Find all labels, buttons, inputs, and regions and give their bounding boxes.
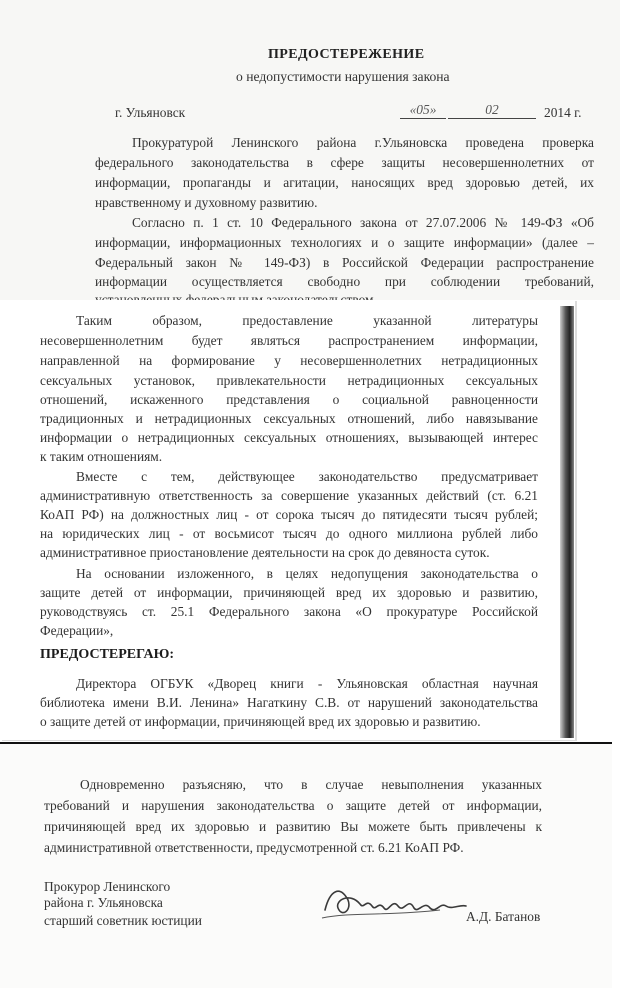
handwritten-signature bbox=[320, 880, 470, 930]
paragraph-line: административное приостановление деятельности на срок до девяноста суток. bbox=[40, 545, 490, 560]
paragraph-line: КоАП РФ) на должностных лиц - от сорока тысяч до пятидесяти тысяч рублей; bbox=[40, 507, 538, 522]
city: г. Ульяновск bbox=[115, 105, 186, 120]
date-year: 2014 г. bbox=[544, 105, 582, 120]
paragraph-line: информации осуществляется свободно при соблюдении требований, bbox=[95, 274, 594, 289]
paragraph-line: защите детей от информации, причиняющей вред их здоровью и развитию, bbox=[40, 585, 538, 600]
date-month: 02 bbox=[448, 101, 536, 119]
paragraph-line: Федеральный закон № 149-ФЗ) в Российской Федерации распространение bbox=[95, 255, 594, 270]
paragraph-line: На основании изложенного, в целях недопущения законодательства о bbox=[76, 566, 538, 581]
paragraph-line: Одновременно разъясняю, что в случае невыполнения указанных bbox=[80, 777, 542, 792]
paragraph-line: Таким образом, предоставление указанной литературы bbox=[76, 313, 538, 328]
scan-shadow-edge bbox=[560, 306, 574, 738]
paragraph-line: Прокуратурой Ленинского района г.Ульяновска проведена проверка bbox=[132, 135, 594, 150]
paragraph-line: к таким отношениям. bbox=[40, 449, 163, 464]
paragraph-line: традиционных и нетрадиционных сексуальных отношений, либо навязывание bbox=[40, 411, 538, 426]
paragraph-line: информации, информационных технологиях и о защите информации» (далее – bbox=[95, 235, 594, 250]
paragraph-line: административной ответственности, предусмотренной ст. 6.21 КоАП РФ. bbox=[44, 840, 464, 855]
paragraph-line: информации, пропаганды и агитации, наносящих вред здоровью детей, их bbox=[95, 175, 594, 190]
paragraph-line: несовершеннолетним будет являться распространением информации, bbox=[40, 333, 538, 348]
paragraph-line: Согласно п. 1 ст. 10 Федерального закона от 27.07.2006 № 149-ФЗ «Об bbox=[132, 215, 594, 230]
paragraph-line: федерального законодательства в сфере защиты несовершеннолетних от bbox=[95, 155, 594, 170]
paragraph-line: причиняющей вред их здоровью и развитию Вы можете быть привлечены к bbox=[44, 819, 542, 834]
warning-heading: ПРЕДОСТЕРЕГАЮ: bbox=[40, 647, 175, 662]
paragraph-line: Федерации», bbox=[40, 623, 114, 638]
paragraph-line: направленной на формирование у несовершеннолетних нетрадиционных bbox=[40, 353, 538, 368]
paragraph-line: административную ответственность за совершение указанных действий (ст. 6.21 bbox=[40, 488, 538, 503]
signer-title-line-1: Прокурор Ленинского bbox=[44, 879, 171, 894]
paragraph-line: нравственному и духовному развитию. bbox=[95, 195, 318, 210]
warning-line: библиотека имени В.И. Ленина» Нагаткину С.В. от нарушений законодательства bbox=[40, 695, 538, 710]
paragraph-line: Вместе с тем, действующее законодательство предусматривает bbox=[76, 469, 538, 484]
warning-line: Директора ОГБУК «Дворец книги - Ульяновская областная научная bbox=[76, 676, 538, 691]
signer-title-line-2: района г. Ульяновска bbox=[44, 895, 163, 910]
signer-name: А.Д. Батанов bbox=[466, 909, 541, 924]
document-subtitle: о недопустимости нарушения закона bbox=[236, 69, 450, 84]
paragraph-line: требований и нарушения законодательства о защите детей от информации, bbox=[44, 798, 542, 813]
warning-line: о защите детей от информации, причиняющей вред их здоровью и развитию. bbox=[40, 714, 481, 729]
paragraph-line: информации о нетрадиционных сексуальных отношениях, вызывающей интерес bbox=[40, 430, 538, 445]
signer-rank: старший советник юстиции bbox=[44, 913, 202, 928]
paragraph-line: руководствуясь ст. 25.1 Федерального закона «О прокуратуре Российской bbox=[40, 604, 538, 619]
paragraph-line: на юридических лиц - от восьмисот тысяч до одного миллиона рублей либо bbox=[40, 526, 538, 541]
paragraph-line: отношений, искаженного представления о социальной равноценности bbox=[40, 392, 538, 407]
paragraph-line: сексуальных установок, привлекательности нетрадиционных сексуальных bbox=[40, 373, 538, 388]
document-title: ПРЕДОСТЕРЕЖЕНИЕ bbox=[268, 47, 425, 62]
date-day: «05» bbox=[400, 101, 446, 119]
